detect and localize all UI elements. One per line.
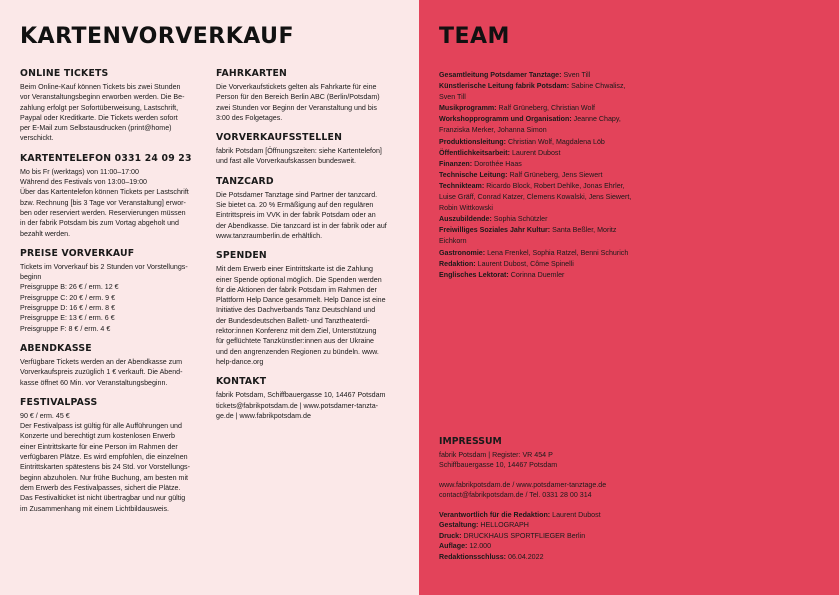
section-heading: VORVERKAUFSSTELLEN [216,132,343,144]
section-text-line: zwei Stunden vor Beginn der Veranstaltung und bis [216,103,377,112]
section-text-line: Preisgruppe C: 20 € / erm. 9 € [20,293,116,302]
team-role: Auszubildende: [439,215,492,224]
section-text-line: im Zusammenhang mit einem Lichtbildausweis. [20,504,170,513]
section-text-line: dem Erwerb des Festivalpasses, sichert die Plätze. [20,483,181,492]
credit-row [439,531,649,542]
team-role: Finanzen: [439,159,473,168]
impressum-web-link[interactable]: www.fabrikpotsdam.de / www.potsdamer-tanztage.de [439,480,607,489]
team-row [439,259,639,270]
section-text-line: einer Spende optional möglich. Die Spenden werden [216,275,382,284]
team-role: Redaktion: [439,259,476,268]
section-text-line: beginn [20,273,42,282]
section-text-line: ge.de | www.fabrikpotsdam.de [216,411,311,420]
section-heading: FAHRKARTEN [216,68,288,79]
left-column [20,68,210,523]
team-role: Gesamtleitung Potsdamer Tanztage: [439,71,562,79]
credit-value: 06.04.2022 [508,552,544,561]
team-role: Technische Leitung: [439,170,508,179]
section-text-line: 3:00 des Folgetages. [216,113,283,122]
credit-label: Auflage: [439,542,468,550]
section-text-line: Plattform Help Dance gesammelt. Help Dance ist eine [216,296,386,305]
team-role: Produktionsleitung: [439,137,506,146]
section [216,376,411,421]
team-row [439,159,639,170]
section-text-line: und fast alle Vorverkaufskassen bundesweit. [216,157,356,166]
team-row [439,103,639,114]
section-heading: KONTAKT [216,376,267,388]
team-row [439,225,639,247]
team-names: Lena Frenkel, Sophia Ratzel, Benni Schurich [487,248,629,257]
section-text-line: kasse öffnet 60 Min. vor Veranstaltungsbeginn. [20,378,168,387]
credit-row [439,520,649,531]
section-text-line: 90 € / erm. 45 € [20,411,70,420]
credit-value: Laurent Dubost [552,510,601,519]
credit-label: Druck: [439,531,462,540]
section-text-line: in der fabrik Potsdam bis zum Vortag abgeholt und [20,219,179,228]
section-heading: ONLINE TICKETS [20,68,109,79]
credit-row [439,552,649,563]
credit-row [439,541,649,552]
team-names: Sabine Chwalisz, Sven Till [439,82,626,102]
team-row [439,248,639,259]
section-text-line: help-dance.org [216,357,264,366]
team-title: TEAM [439,24,510,49]
credit-value: 12.000 [469,542,492,550]
team-names: Dorothée Haas [474,159,522,168]
section-text-line: und den angrenzenden Regionen zu bündeln. www. [216,347,379,356]
section-text-line: rektor:innen Konferenz mit dem Ziel, Unterstützung [216,327,377,336]
impressum-contact-link[interactable]: contact@fabrikpotsdam.de / Tel. 0331 28 00 314 [439,491,592,499]
section-text-line: für die Aktionen der fabrik Potsdam im Rahmen der [216,285,377,294]
section-text-line: Sie bietet ca. 20 % Ermäßigung auf den regulären [216,201,374,210]
section [20,153,210,239]
team-row [439,148,639,159]
section-text-line: Preisgruppe D: 16 € / erm. 8 € [20,304,116,313]
section-text-line: Mit dem Erwerb einer Eintrittskarte ist die Zahlung [216,265,373,274]
section-text-line: Beim Online-Kauf können Tickets bis zwei Stunden [20,83,181,91]
section-text-line: Der Festivalpass ist gültig für alle Aufführungen und [20,422,182,431]
section-text-line: Die Potsdamer Tanztage sind Partner der tanzcard. [216,190,378,199]
section-text-line: tickets@fabrikpotsdam.de | www.potsdamer-tanzta- [216,401,379,410]
section-text-line: Mo bis Fr (werktags) von 11:00–17:00 [20,167,139,176]
team-role: Künstlerische Leitung fabrik Potsdam: [439,82,570,91]
section [216,132,411,167]
credit-label: Verantwortlich für die Redaktion: [439,510,551,519]
section-text-line: Konzerte und berechtigt zum kostenlosen Erwerb [20,432,175,441]
team-row [439,81,639,103]
section-text-line: bzw. Rechnung [bis 3 Tage vor Veranstaltung] erwor- [20,198,186,207]
team-role: Öffentlichkeitsarbeit: [439,148,510,157]
credit-row [439,510,649,521]
section [20,248,210,334]
section-text-line: beginn abzuholen. Nur frühe Buchung, am besten mit [20,473,188,482]
credit-value: DRUCKHAUS SPORTFLIEGER Berlin [463,531,586,540]
team-role: Workshopprogramm und Organisation: [439,115,572,124]
section-text-line: Das Festivalticket ist nicht übertragbar und nur gültig [20,494,186,503]
section [216,176,411,241]
section-text-line: zahlung erfolgt per Sofortüberweisung, Lastschrift, [20,103,179,112]
section-text-line: Verfügbare Tickets werden an der Abendkasse zum [20,357,183,366]
section-text-line: Initiative des Dachverbands Tanz Deutschland und [216,306,376,315]
section-text-line: einer Eintrittskarte für eine Person im Rahmen der [20,442,178,451]
credit-label: Gestaltung: [439,521,479,529]
credit-label: Redaktionsschluss: [439,552,507,561]
section-text-line: Über das Kartentelefon können Tickets per Lastschrift [20,188,189,197]
section-text-line: per E-Mail zum Selbstausdrucken (print@home) [20,124,172,133]
impressum [439,437,649,562]
impressum-credits [439,510,649,563]
middle-column [216,68,411,430]
impressum-address-line: fabrik Potsdam | Register: VR 454 P [439,450,553,459]
section-text-line: der Abendkasse. Die tanzcard ist in der fabrik oder auf [216,221,387,230]
section [216,250,411,367]
team-names: Christian Wolf, Magdalena Löb [507,137,605,146]
section-text-line: bezahlt werden. [20,229,71,238]
impressum-address-line: Schiffbauergasse 10, 14467 Potsdam [439,461,558,469]
team-role: Musikprogramm: [439,104,497,113]
team-names: Ricardo Block, Robert Dehlke, Jonas Ehrler, Luise Gräff, Conrad Katzer, Clemens Kowalski, Jens Siewert, Robin Wittkowski [439,181,632,213]
section-text-line: vor Veranstaltungsbeginn erworben werden. Die Be- [20,93,185,102]
section-text-line: Die Vorverkaufstickets gelten als Fahrkarte für eine [216,83,377,91]
team-names: Ralf Grüneberg, Christian Wolf [498,104,595,113]
section-text-line: Eintrittspreis im VVK in der fabrik Potsdam oder an [216,211,376,220]
team-names: Sven Till [563,71,591,79]
team-row [439,70,639,81]
team-names: Sophia Schützler [493,215,548,224]
section-text-line: für geflüchtete Tanzkünstler:innen aus der Ukraine [216,337,374,346]
team-list [439,70,639,281]
section-text-line: Tickets im Vorverkauf bis 2 Stunden vor Vorstellungs- [20,262,188,271]
section-heading: SPENDEN [216,250,267,262]
section-text-line: ben oder reserviert werden. Reservierungen müssen [20,208,186,217]
team-row [439,170,639,181]
section [20,397,210,514]
section-text-line: verfügbaren Plätze. Es wird empfohlen, die einzelnen [20,453,188,462]
section-text-line: www.tanzraumberlin.de erhältlich. [216,231,323,240]
team-names: Laurent Dubost, Côme Spinelli [477,259,574,268]
section-heading: FESTIVALPASS [20,396,98,408]
team-role: Gastronomie: [439,248,486,257]
team-names: Corinna Duemler [510,270,565,279]
section-text-line: verschickt. [20,134,54,143]
impressum-heading: IMPRESSUM [439,436,502,447]
section-text-line: fabrik Potsdam [Öffnungszeiten: siehe Kartentelefon] [216,147,382,156]
team-names: Santa Beßler, Moritz Eichkorn [439,226,617,246]
section [20,343,210,388]
section [216,68,411,123]
section-text-line: Während des Festivals von 13:00–19:00 [20,178,147,187]
team-row [439,181,639,214]
team-row [439,214,639,225]
team-names: Laurent Dubost [511,148,561,157]
section-text-line: Vorverkaufspreis zuzüglich 1 € verkauft. Die Abend- [20,368,183,377]
section-text-line: Person für den Bereich Berlin ABC (Berlin/Potsdam) [216,93,380,102]
team-role: Technikteam: [439,181,485,190]
section-text-line: fabrik Potsdam, Schiffbauergasse 10, 14467 Potsdam [216,391,386,400]
team-names: Ralf Grüneberg, Jens Siewert [509,170,603,179]
team-role: Englisches Lektorat: [439,270,509,279]
section-text-line: Preisgruppe F: 8 € / erm. 4 € [20,324,111,333]
team-role: Freiwilliges Soziales Jahr Kultur: [439,226,551,235]
section-heading: KARTENTELEFON 0331 24 09 23 [20,152,192,164]
team-names: Jeanne Chapy, Franziska Merker, Johanna Simon [439,115,621,135]
kartenvorverkauf-title: KARTENVORVERKAUF [20,24,295,49]
team-row [439,137,639,148]
section [20,68,210,144]
section-text-line: Preisgruppe B: 26 € / erm. 12 € [20,283,119,292]
section-text-line: der Bundesdeutschen Ballett- und Tanztheaterdi- [216,316,370,325]
section-text-line: Paypal oder Kreditkarte. Die Tickets werden sofort [20,113,178,122]
section-heading: PREISE VORVERKAUF [20,247,135,259]
credit-value: HELLOGRAPH [480,521,529,529]
team-row [439,114,639,136]
section-heading: TANZCARD [216,175,274,187]
section-text-line: Eintrittskarten spätestens bis 24 Std. vor Vorstellungs- [20,463,190,472]
team-row [439,270,639,281]
section-heading: ABENDKASSE [20,342,92,354]
section-text-line: Preisgruppe E: 13 € / erm. 6 € [20,314,115,323]
